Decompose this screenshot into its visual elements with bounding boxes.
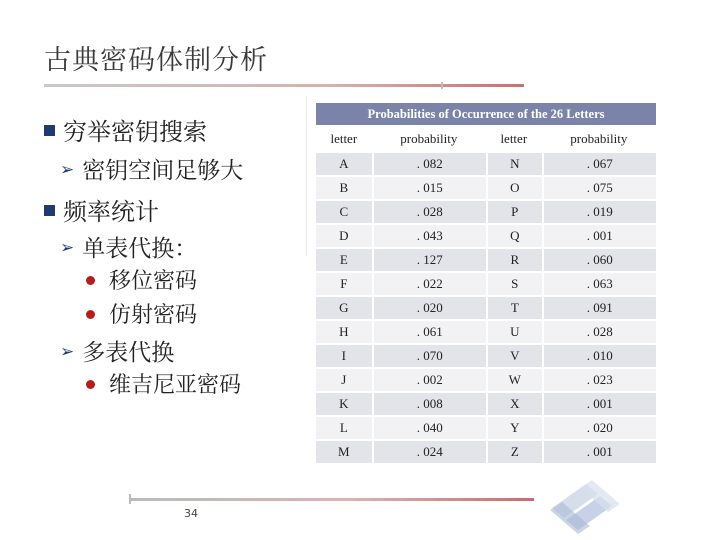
- table-row: [316, 417, 656, 439]
- letter-cell: O: [486, 177, 542, 199]
- page-number: 34: [184, 507, 198, 520]
- probability-cell: . 019: [542, 201, 656, 223]
- bullet-brute-force: [44, 112, 207, 147]
- probability-cell: . 024: [372, 441, 486, 463]
- bullet-text: 穷举密钥搜索: [63, 118, 207, 146]
- letter-cell: A: [316, 153, 372, 175]
- arrow-bullet-icon: ➢: [60, 159, 75, 180]
- sub-sub-bullet-shift: [86, 264, 197, 295]
- table-row: [316, 201, 656, 223]
- dot-bullet-icon: [86, 380, 95, 389]
- bullet-frequency: [44, 192, 159, 227]
- table-row: [316, 369, 656, 391]
- letter-cell: H: [316, 321, 372, 343]
- square-bullet-icon: [44, 205, 55, 216]
- probability-cell: . 010: [542, 345, 656, 367]
- probability-cell: . 028: [372, 201, 486, 223]
- sub-sub-bullet-affine: [86, 298, 197, 329]
- letter-cell: N: [486, 153, 542, 175]
- probability-cell: . 091: [542, 297, 656, 319]
- letter-cell: Z: [486, 441, 542, 463]
- probability-cell: . 070: [372, 345, 486, 367]
- arrow-bullet-icon: ➢: [60, 237, 75, 258]
- table-row: [316, 249, 656, 271]
- probability-cell: . 028: [542, 321, 656, 343]
- table-header-row: [316, 127, 656, 151]
- probability-cell: . 020: [542, 417, 656, 439]
- probability-cell: . 061: [372, 321, 486, 343]
- letter-cell: J: [316, 369, 372, 391]
- probability-cell: . 067: [542, 153, 656, 175]
- letter-cell: U: [486, 321, 542, 343]
- column-header: letter: [486, 127, 542, 151]
- dot-bullet-icon: [86, 276, 95, 285]
- footer-line: [129, 498, 534, 501]
- sub-bullet-monoalphabetic: [60, 230, 197, 263]
- letter-cell: F: [316, 273, 372, 295]
- letter-cell: G: [316, 297, 372, 319]
- probability-cell: . 020: [372, 297, 486, 319]
- letter-cell: R: [486, 249, 542, 271]
- slide-title: 古典密码体制分析: [44, 45, 268, 76]
- probability-cell: . 043: [372, 225, 486, 247]
- bullet-text: 维吉尼亚密码: [109, 373, 242, 398]
- column-divider: [306, 96, 307, 256]
- table-caption: Probabilities of Occurrence of the 26 Letters: [316, 103, 656, 125]
- probability-cell: . 127: [372, 249, 486, 271]
- probability-cell: . 001: [542, 441, 656, 463]
- table-body: [316, 153, 656, 463]
- letter-cell: B: [316, 177, 372, 199]
- bullet-text: 移位密码: [109, 269, 198, 294]
- letter-cell: D: [316, 225, 372, 247]
- bullet-text: 多表代换: [82, 340, 175, 366]
- probability-cell: . 001: [542, 225, 656, 247]
- probability-cell: . 002: [372, 369, 486, 391]
- letter-cell: M: [316, 441, 372, 463]
- probability-cell: . 082: [372, 153, 486, 175]
- probability-cell: . 063: [542, 273, 656, 295]
- letter-cell: V: [486, 345, 542, 367]
- probability-cell: . 008: [372, 393, 486, 415]
- bullet-text: 单表代换：: [82, 236, 198, 262]
- letter-cell: C: [316, 201, 372, 223]
- bullet-text: 仿射密码: [109, 303, 198, 328]
- letter-cell: L: [316, 417, 372, 439]
- letter-cell: T: [486, 297, 542, 319]
- probability-cell: . 060: [542, 249, 656, 271]
- probability-cell: . 023: [542, 369, 656, 391]
- column-header: probability: [542, 127, 656, 151]
- probability-cell: . 015: [372, 177, 486, 199]
- letter-cell: Q: [486, 225, 542, 247]
- bullet-text: 频率统计: [63, 198, 159, 226]
- sub-bullet-keyspace: [60, 152, 243, 185]
- table-row: [316, 297, 656, 319]
- letter-cell: I: [316, 345, 372, 367]
- probability-cell: . 040: [372, 417, 486, 439]
- bullet-text: 密钥空间足够大: [82, 158, 244, 184]
- probability-cell: . 075: [542, 177, 656, 199]
- sub-sub-bullet-vigenere: [86, 368, 241, 399]
- title-underline: [44, 84, 524, 87]
- probability-cell: . 001: [542, 393, 656, 415]
- university-logo-icon: [540, 470, 630, 540]
- letter-cell: S: [486, 273, 542, 295]
- sub-bullet-polyalphabetic: [60, 334, 174, 367]
- table-row: [316, 177, 656, 199]
- letter-cell: X: [486, 393, 542, 415]
- letter-frequency-table: [316, 103, 656, 465]
- arrow-bullet-icon: ➢: [60, 341, 75, 362]
- letter-cell: Y: [486, 417, 542, 439]
- table-row: [316, 153, 656, 175]
- column-header: probability: [372, 127, 486, 151]
- letter-cell: E: [316, 249, 372, 271]
- table-row: [316, 345, 656, 367]
- table-row: [316, 441, 656, 463]
- table-row: [316, 393, 656, 415]
- letter-cell: K: [316, 393, 372, 415]
- letter-cell: W: [486, 369, 542, 391]
- column-header: letter: [316, 127, 372, 151]
- table-row: [316, 225, 656, 247]
- probability-cell: . 022: [372, 273, 486, 295]
- table-row: [316, 273, 656, 295]
- square-bullet-icon: [44, 125, 55, 136]
- table-row: [316, 321, 656, 343]
- title-underline-tick: [441, 82, 443, 89]
- dot-bullet-icon: [86, 310, 95, 319]
- letter-cell: P: [486, 201, 542, 223]
